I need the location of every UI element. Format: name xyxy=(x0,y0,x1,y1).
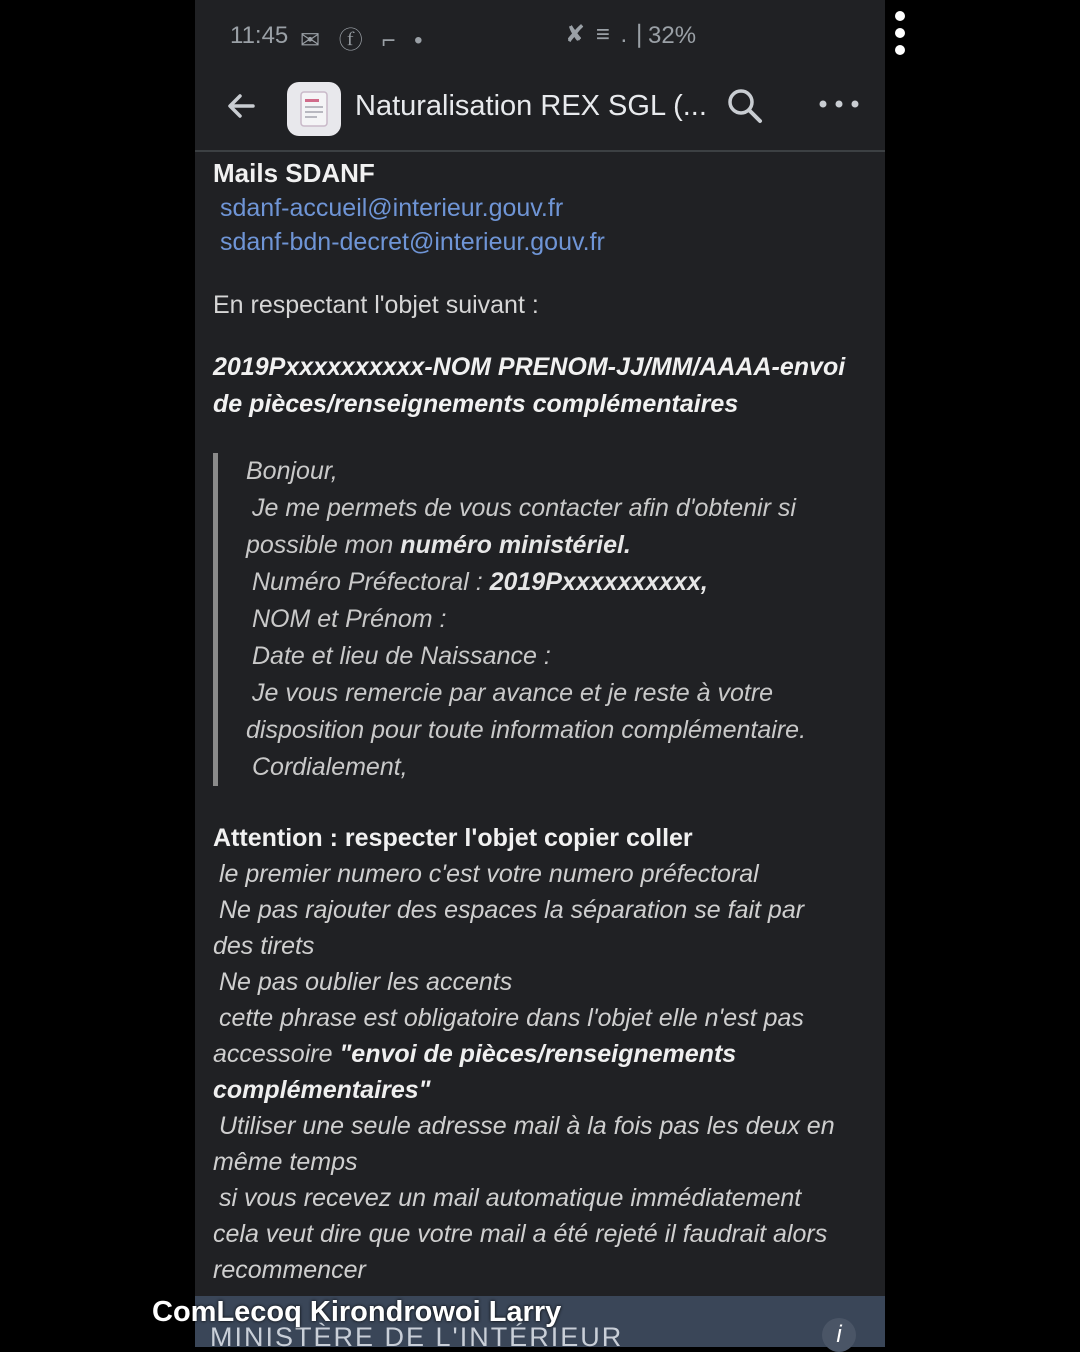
attention-line: le premier numero c'est votre numero préfectoral xyxy=(219,860,759,888)
notification-icons: ✉ ⓕ ⌐ • xyxy=(300,27,429,54)
attention-line: cette phrase est obligatoire dans l'objet elle n'est pas xyxy=(219,1004,804,1032)
attention-emphasis: "envoi de pièces/renseignements xyxy=(339,1040,737,1068)
conversation-title[interactable]: Naturalisation REX SGL (... xyxy=(355,90,707,122)
email-link-accueil[interactable]: sdanf-accueil@interieur.gouv.fr xyxy=(220,194,564,222)
ministry-label: MINISTÈRE DE L'INTÉRIEUR xyxy=(210,1322,624,1347)
attention-section xyxy=(213,820,863,1288)
attention-line xyxy=(213,1036,863,1072)
quote-line: Je vous remercie par avance et je reste à votre xyxy=(252,679,774,707)
attention-line: des tirets xyxy=(213,932,315,960)
quote-line: Cordialement, xyxy=(252,753,408,781)
quoted-letter xyxy=(213,453,863,786)
subject-template xyxy=(213,349,863,423)
signal-icons: ✘ ≡ .❘ xyxy=(565,21,652,48)
quote-text: Numéro Préfectoral : xyxy=(252,568,490,596)
attention-line: si vous recevez un mail automatique immédiatement xyxy=(219,1184,802,1212)
attention-line: cela veut dire que votre mail a été rejeté il faudrait alors xyxy=(213,1220,828,1248)
message-body xyxy=(213,155,863,1288)
quote-line: Bonjour, xyxy=(246,457,338,485)
quote-line xyxy=(246,564,863,601)
battery-level: 32% xyxy=(648,22,697,49)
search-icon[interactable] xyxy=(725,86,765,126)
attention-line: Ne pas oublier les accents xyxy=(219,968,513,996)
more-options-icon[interactable] xyxy=(817,94,861,114)
quote-emphasis: numéro ministériel. xyxy=(400,531,631,559)
app-bar xyxy=(195,70,885,152)
intro-text: En respectant l'objet suivant : xyxy=(213,291,539,319)
attention-line: Ne pas rajouter des espaces la séparation se fait par xyxy=(219,896,805,924)
phone-screen xyxy=(195,0,885,1347)
subject-line: de pièces/renseignements complémentaires xyxy=(213,390,739,418)
attention-title: Attention : respecter l'objet copier coller xyxy=(213,824,693,852)
quote-line: Date et lieu de Naissance : xyxy=(252,642,551,670)
info-icon[interactable]: i xyxy=(822,1318,856,1352)
back-arrow-icon[interactable] xyxy=(223,88,259,124)
quote-line: disposition pour toute information complémentaire. xyxy=(246,716,807,744)
author-caption: ComLecoq Kirondrowoi Larry xyxy=(152,1296,562,1328)
attention-line: Utiliser une seule adresse mail à la fois pas les deux en xyxy=(219,1112,835,1140)
group-avatar[interactable] xyxy=(287,82,341,136)
document-icon xyxy=(287,82,341,136)
mails-heading: Mails SDANF xyxy=(213,158,375,188)
attention-line xyxy=(213,1072,863,1108)
attention-text: accessoire xyxy=(213,1040,340,1068)
quote-emphasis: 2019Pxxxxxxxxxx, xyxy=(489,568,708,596)
quote-line xyxy=(246,527,863,564)
status-bar xyxy=(195,18,885,58)
email-link-decret[interactable]: sdanf-bdn-decret@interieur.gouv.fr xyxy=(220,228,605,256)
overflow-menu-icon[interactable] xyxy=(888,8,912,58)
attention-line: même temps xyxy=(213,1148,358,1176)
subject-line: 2019Pxxxxxxxxxx-NOM PRENOM-JJ/MM/AAAA-envoi xyxy=(213,353,846,381)
status-time: 11:45 xyxy=(230,22,289,49)
attention-emphasis: complémentaires" xyxy=(213,1076,431,1104)
attention-line: recommencer xyxy=(213,1256,366,1284)
quote-line: NOM et Prénom : xyxy=(252,605,447,633)
quote-text: possible mon xyxy=(246,531,401,559)
quote-line: Je me permets de vous contacter afin d'obtenir si xyxy=(252,494,796,522)
